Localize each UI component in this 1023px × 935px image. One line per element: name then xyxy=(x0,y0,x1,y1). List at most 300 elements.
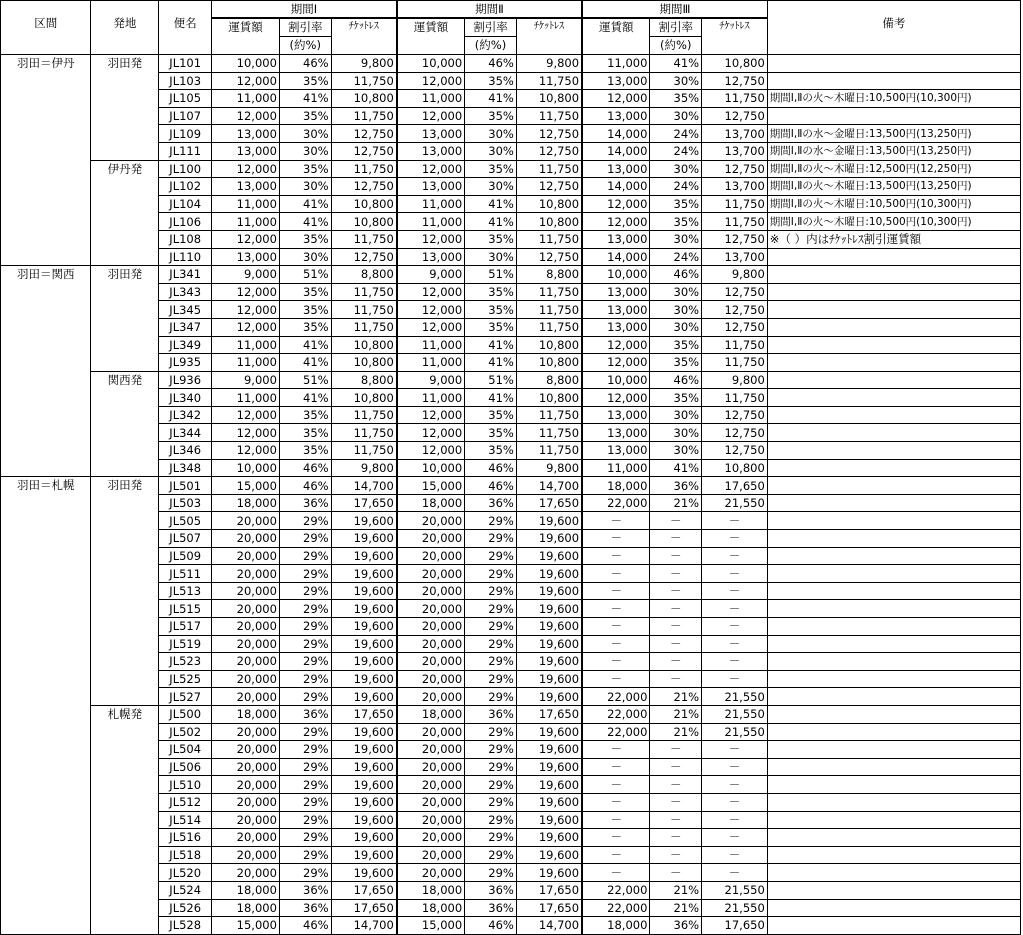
ticketless-cell: 12,750 xyxy=(702,442,768,460)
fare-cell: 11,000 xyxy=(212,354,280,372)
rate-cell: 51% xyxy=(279,266,331,284)
fare-cell: 20,000 xyxy=(212,776,280,794)
ticketless-cell: 21,550 xyxy=(702,723,768,741)
note-cell xyxy=(767,371,1020,389)
fare-cell: 22,000 xyxy=(582,494,650,512)
flight-cell: JL512 xyxy=(159,793,212,811)
rate-cell: 35% xyxy=(279,301,331,319)
flight-cell: JL344 xyxy=(159,424,212,442)
ticketless-cell: 12,750 xyxy=(331,125,397,143)
rate-cell: 36% xyxy=(465,705,517,723)
fare-cell: 13,000 xyxy=(582,72,650,90)
fare-cell: 12,000 xyxy=(212,107,280,125)
fare-cell: 18,000 xyxy=(397,705,465,723)
fare-cell: 13,000 xyxy=(212,248,280,266)
fare-cell: 20,000 xyxy=(397,600,465,618)
rate-cell: 29% xyxy=(279,618,331,636)
fare-cell: 12,000 xyxy=(397,283,465,301)
flight-cell: JL500 xyxy=(159,705,212,723)
fare-cell: 12,000 xyxy=(212,160,280,178)
flight-cell: JL111 xyxy=(159,142,212,160)
note-cell xyxy=(767,829,1020,847)
rate-cell: 30% xyxy=(650,406,702,424)
header-rate: 割引率 xyxy=(279,18,331,37)
fare-cell: 20,000 xyxy=(212,793,280,811)
fare-cell: － xyxy=(582,512,650,530)
fare-cell: － xyxy=(582,618,650,636)
fare-cell: 12,000 xyxy=(397,72,465,90)
rate-cell: 35% xyxy=(465,107,517,125)
rate-cell: 30% xyxy=(279,178,331,196)
rate-cell: 35% xyxy=(465,318,517,336)
ticketless-cell: 17,650 xyxy=(331,899,397,917)
rate-cell: 21% xyxy=(650,723,702,741)
rate-cell: － xyxy=(650,829,702,847)
flight-cell: JL342 xyxy=(159,406,212,424)
note-cell xyxy=(767,881,1020,899)
ticketless-cell: 11,750 xyxy=(516,230,582,248)
rate-cell: 29% xyxy=(279,864,331,882)
flight-cell: JL525 xyxy=(159,670,212,688)
ticketless-cell: 21,550 xyxy=(702,899,768,917)
fare-cell: 12,000 xyxy=(397,424,465,442)
ticketless-cell: 19,600 xyxy=(331,846,397,864)
note-cell xyxy=(767,406,1020,424)
fare-cell: 12,000 xyxy=(397,107,465,125)
ticketless-cell: 10,800 xyxy=(331,336,397,354)
table-row xyxy=(1,266,1021,284)
fare-cell: 15,000 xyxy=(212,477,280,495)
rate-cell: － xyxy=(650,512,702,530)
rate-cell: 24% xyxy=(650,125,702,143)
fare-cell: － xyxy=(582,670,650,688)
fare-cell: 10,000 xyxy=(582,371,650,389)
rate-cell: 35% xyxy=(650,90,702,108)
fare-cell: － xyxy=(582,776,650,794)
fare-cell: 13,000 xyxy=(582,442,650,460)
ticketless-cell: 19,600 xyxy=(516,600,582,618)
fare-cell: 20,000 xyxy=(212,565,280,583)
ticketless-cell: 11,750 xyxy=(331,301,397,319)
ticketless-cell: 8,800 xyxy=(331,371,397,389)
rate-cell: 30% xyxy=(650,318,702,336)
flight-cell: JL527 xyxy=(159,688,212,706)
flight-cell: JL516 xyxy=(159,829,212,847)
ticketless-cell: 12,750 xyxy=(331,142,397,160)
ticketless-cell: 12,750 xyxy=(516,178,582,196)
note-cell xyxy=(767,793,1020,811)
fare-cell: － xyxy=(582,582,650,600)
fare-cell: 18,000 xyxy=(212,881,280,899)
note-cell xyxy=(767,758,1020,776)
ticketless-cell: － xyxy=(702,600,768,618)
header-fare: 運賃額 xyxy=(397,18,465,55)
note-cell xyxy=(767,530,1020,548)
ticketless-cell: 19,600 xyxy=(516,793,582,811)
rate-cell: 29% xyxy=(279,565,331,583)
note-cell xyxy=(767,864,1020,882)
ticketless-cell: 8,800 xyxy=(516,266,582,284)
header-period-2: 期間Ⅱ xyxy=(397,1,582,19)
ticketless-cell: 19,600 xyxy=(516,811,582,829)
rate-cell: 41% xyxy=(465,213,517,231)
ticketless-cell: － xyxy=(702,582,768,600)
ticketless-cell: 19,600 xyxy=(331,547,397,565)
note-cell xyxy=(767,283,1020,301)
note-cell xyxy=(767,618,1020,636)
fare-cell: － xyxy=(582,793,650,811)
fare-cell: － xyxy=(582,741,650,759)
header-rate-unit: (約%) xyxy=(465,37,517,55)
ticketless-cell: 14,700 xyxy=(516,477,582,495)
rate-cell: 41% xyxy=(279,336,331,354)
rate-cell: 21% xyxy=(650,688,702,706)
rate-cell: 21% xyxy=(650,494,702,512)
flight-cell: JL509 xyxy=(159,547,212,565)
header-section: 区間 xyxy=(1,1,91,55)
fare-cell: 20,000 xyxy=(397,670,465,688)
note-cell xyxy=(767,107,1020,125)
fare-cell: － xyxy=(582,600,650,618)
ticketless-cell: 12,750 xyxy=(331,248,397,266)
header-rate-unit: (約%) xyxy=(650,37,702,55)
flight-cell: JL341 xyxy=(159,266,212,284)
ticketless-cell: 17,650 xyxy=(516,899,582,917)
note-cell xyxy=(767,248,1020,266)
rate-cell: 29% xyxy=(465,811,517,829)
ticketless-cell: 13,700 xyxy=(702,178,768,196)
rate-cell: 36% xyxy=(650,917,702,935)
note-cell xyxy=(767,741,1020,759)
fare-cell: 11,000 xyxy=(397,213,465,231)
rate-cell: 35% xyxy=(650,354,702,372)
table-row xyxy=(1,55,1021,73)
fare-cell: 11,000 xyxy=(397,354,465,372)
fare-cell: 22,000 xyxy=(582,705,650,723)
section-cell: 羽田＝札幌 xyxy=(1,477,91,934)
fare-cell: 18,000 xyxy=(397,899,465,917)
fare-cell: 12,000 xyxy=(397,301,465,319)
fare-cell: 12,000 xyxy=(397,442,465,460)
fare-cell: 13,000 xyxy=(212,178,280,196)
rate-cell: 30% xyxy=(650,442,702,460)
fare-cell: － xyxy=(582,864,650,882)
rate-cell: 24% xyxy=(650,142,702,160)
rate-cell: 29% xyxy=(279,653,331,671)
flight-cell: JL103 xyxy=(159,72,212,90)
fare-cell: － xyxy=(582,811,650,829)
ticketless-cell: 11,750 xyxy=(702,336,768,354)
ticketless-cell: 19,600 xyxy=(331,670,397,688)
flight-cell: JL110 xyxy=(159,248,212,266)
fare-cell: 20,000 xyxy=(212,864,280,882)
note-cell xyxy=(767,459,1020,477)
ticketless-cell: 19,600 xyxy=(331,618,397,636)
ticketless-cell: 19,600 xyxy=(516,582,582,600)
rate-cell: 24% xyxy=(650,248,702,266)
ticketless-cell: 19,600 xyxy=(331,582,397,600)
ticketless-cell: 21,550 xyxy=(702,881,768,899)
rate-cell: 29% xyxy=(279,829,331,847)
ticketless-cell: 12,750 xyxy=(702,230,768,248)
ticketless-cell: 12,750 xyxy=(702,72,768,90)
rate-cell: 29% xyxy=(465,512,517,530)
ticketless-cell: 8,800 xyxy=(516,371,582,389)
rate-cell: 46% xyxy=(465,55,517,73)
note-cell xyxy=(767,354,1020,372)
ticketless-cell: 10,800 xyxy=(516,213,582,231)
rate-cell: 29% xyxy=(279,547,331,565)
rate-cell: 35% xyxy=(650,213,702,231)
ticketless-cell: 12,750 xyxy=(702,283,768,301)
note-cell: 期間Ⅰ,Ⅱの火～木曜日:10,500円(10,300円) xyxy=(767,90,1020,108)
rate-cell: 30% xyxy=(650,160,702,178)
ticketless-cell: 9,800 xyxy=(331,459,397,477)
ticketless-cell: － xyxy=(702,793,768,811)
origin-cell: 羽田発 xyxy=(91,477,159,706)
origin-cell: 羽田発 xyxy=(91,266,159,372)
fare-cell: 9,000 xyxy=(397,371,465,389)
fare-cell: 18,000 xyxy=(212,705,280,723)
ticketless-cell: 14,700 xyxy=(331,477,397,495)
fare-cell: 13,000 xyxy=(582,107,650,125)
header-fare: 運賃額 xyxy=(212,18,280,55)
fare-cell: 18,000 xyxy=(397,494,465,512)
flight-cell: JL348 xyxy=(159,459,212,477)
note-cell xyxy=(767,723,1020,741)
rate-cell: 21% xyxy=(650,881,702,899)
ticketless-cell: 19,600 xyxy=(331,512,397,530)
rate-cell: － xyxy=(650,530,702,548)
fare-cell: 20,000 xyxy=(397,846,465,864)
ticketless-cell: 11,750 xyxy=(331,230,397,248)
rate-cell: 46% xyxy=(279,917,331,935)
rate-cell: 29% xyxy=(279,793,331,811)
fare-cell: 12,000 xyxy=(212,442,280,460)
fare-cell: 12,000 xyxy=(582,195,650,213)
ticketless-cell: 19,600 xyxy=(516,758,582,776)
fare-cell: 9,000 xyxy=(212,371,280,389)
ticketless-cell: 11,750 xyxy=(516,160,582,178)
rate-cell: 46% xyxy=(279,55,331,73)
rate-cell: 29% xyxy=(465,565,517,583)
fare-cell: 12,000 xyxy=(212,318,280,336)
ticketless-cell: 19,600 xyxy=(516,618,582,636)
fare-cell: 20,000 xyxy=(212,846,280,864)
note-cell xyxy=(767,55,1020,73)
rate-cell: － xyxy=(650,776,702,794)
rate-cell: － xyxy=(650,741,702,759)
rate-cell: 30% xyxy=(465,125,517,143)
ticketless-cell: 9,800 xyxy=(516,55,582,73)
note-cell: 期間Ⅰ,Ⅱの火～木曜日:12,500円(12,250円) xyxy=(767,160,1020,178)
rate-cell: 35% xyxy=(279,107,331,125)
rate-cell: 46% xyxy=(465,917,517,935)
fare-cell: － xyxy=(582,653,650,671)
ticketless-cell: － xyxy=(702,829,768,847)
fare-cell: 14,000 xyxy=(582,125,650,143)
note-cell xyxy=(767,600,1020,618)
fare-cell: 20,000 xyxy=(212,723,280,741)
rate-cell: － xyxy=(650,618,702,636)
fare-cell: 20,000 xyxy=(212,530,280,548)
ticketless-cell: 12,750 xyxy=(702,406,768,424)
origin-cell: 札幌発 xyxy=(91,705,159,934)
rate-cell: 51% xyxy=(279,371,331,389)
header-rate: 割引率 xyxy=(465,18,517,37)
rate-cell: 36% xyxy=(279,705,331,723)
ticketless-cell: 9,800 xyxy=(516,459,582,477)
fare-cell: 20,000 xyxy=(397,741,465,759)
ticketless-cell: － xyxy=(702,811,768,829)
rate-cell: 30% xyxy=(279,125,331,143)
note-cell: 期間Ⅰ,Ⅱの火～木曜日:10,500円(10,300円) xyxy=(767,213,1020,231)
ticketless-cell: － xyxy=(702,512,768,530)
flight-cell: JL514 xyxy=(159,811,212,829)
flight-cell: JL347 xyxy=(159,318,212,336)
fare-cell: 9,000 xyxy=(397,266,465,284)
ticketless-cell: 11,750 xyxy=(516,424,582,442)
flight-cell: JL518 xyxy=(159,846,212,864)
rate-cell: 29% xyxy=(465,635,517,653)
note-cell xyxy=(767,635,1020,653)
fare-cell: － xyxy=(582,758,650,776)
table-row xyxy=(1,705,1021,723)
ticketless-cell: 19,600 xyxy=(331,565,397,583)
header-notes: 備考 xyxy=(767,1,1020,55)
fare-cell: 20,000 xyxy=(397,618,465,636)
ticketless-cell: 19,600 xyxy=(516,512,582,530)
rate-cell: 30% xyxy=(465,142,517,160)
fare-cell: 12,000 xyxy=(397,406,465,424)
rate-cell: 35% xyxy=(465,283,517,301)
header-origin: 発地 xyxy=(91,1,159,55)
ticketless-cell: 11,750 xyxy=(702,195,768,213)
note-cell xyxy=(767,442,1020,460)
fare-cell: 11,000 xyxy=(212,213,280,231)
rate-cell: 29% xyxy=(279,670,331,688)
ticketless-cell: 19,600 xyxy=(516,530,582,548)
ticketless-cell: 12,750 xyxy=(702,424,768,442)
fare-cell: 11,000 xyxy=(212,90,280,108)
note-cell: 期間Ⅰ,Ⅱの火～木曜日:13,500円(13,250円) xyxy=(767,178,1020,196)
flight-cell: JL346 xyxy=(159,442,212,460)
fare-cell: 11,000 xyxy=(397,195,465,213)
fare-cell: 12,000 xyxy=(212,283,280,301)
rate-cell: 35% xyxy=(650,336,702,354)
flight-cell: JL510 xyxy=(159,776,212,794)
fare-cell: 20,000 xyxy=(212,829,280,847)
ticketless-cell: 17,650 xyxy=(516,881,582,899)
ticketless-cell: 19,600 xyxy=(331,688,397,706)
fare-cell: 11,000 xyxy=(397,336,465,354)
fare-cell: 13,000 xyxy=(397,178,465,196)
rate-cell: 35% xyxy=(465,424,517,442)
rate-cell: 29% xyxy=(465,846,517,864)
rate-cell: 29% xyxy=(465,829,517,847)
fare-cell: 20,000 xyxy=(397,512,465,530)
flight-cell: JL104 xyxy=(159,195,212,213)
rate-cell: 29% xyxy=(279,582,331,600)
rate-cell: － xyxy=(650,793,702,811)
header-ticketless: ﾁｹｯﾄﾚｽ xyxy=(702,18,768,55)
ticketless-cell: 19,600 xyxy=(331,741,397,759)
rate-cell: 36% xyxy=(279,881,331,899)
ticketless-cell: 19,600 xyxy=(516,653,582,671)
ticketless-cell: 11,750 xyxy=(516,442,582,460)
origin-cell: 関西発 xyxy=(91,371,159,477)
flight-cell: JL528 xyxy=(159,917,212,935)
rate-cell: 35% xyxy=(465,160,517,178)
note-cell xyxy=(767,547,1020,565)
fare-cell: 12,000 xyxy=(397,160,465,178)
ticketless-cell: － xyxy=(702,776,768,794)
rate-cell: 36% xyxy=(279,899,331,917)
flight-cell: JL936 xyxy=(159,371,212,389)
header-period-3: 期間Ⅲ xyxy=(582,1,767,19)
rate-cell: 51% xyxy=(465,371,517,389)
rate-cell: 29% xyxy=(465,864,517,882)
rate-cell: － xyxy=(650,758,702,776)
rate-cell: 30% xyxy=(650,301,702,319)
fare-cell: 20,000 xyxy=(397,776,465,794)
note-cell xyxy=(767,565,1020,583)
rate-cell: 30% xyxy=(279,248,331,266)
ticketless-cell: 11,750 xyxy=(331,442,397,460)
fare-cell: 20,000 xyxy=(212,582,280,600)
ticketless-cell: － xyxy=(702,758,768,776)
table-header xyxy=(1,1,1021,55)
note-cell xyxy=(767,917,1020,935)
ticketless-cell: 21,550 xyxy=(702,494,768,512)
ticketless-cell: － xyxy=(702,670,768,688)
fare-cell: 12,000 xyxy=(582,90,650,108)
ticketless-cell: 17,650 xyxy=(702,477,768,495)
ticketless-cell: 19,600 xyxy=(331,635,397,653)
rate-cell: 35% xyxy=(279,424,331,442)
rate-cell: － xyxy=(650,864,702,882)
rate-cell: － xyxy=(650,547,702,565)
rate-cell: 35% xyxy=(279,283,331,301)
header-rate: 割引率 xyxy=(650,18,702,37)
note-cell xyxy=(767,389,1020,407)
fare-cell: 15,000 xyxy=(397,917,465,935)
fare-cell: － xyxy=(582,530,650,548)
fare-cell: 11,000 xyxy=(582,55,650,73)
fare-cell: 13,000 xyxy=(397,248,465,266)
fare-cell: － xyxy=(582,565,650,583)
flight-cell: JL507 xyxy=(159,530,212,548)
rate-cell: 29% xyxy=(465,582,517,600)
rate-cell: 29% xyxy=(465,530,517,548)
ticketless-cell: 12,750 xyxy=(702,107,768,125)
flight-cell: JL100 xyxy=(159,160,212,178)
section-cell: 羽田＝伊丹 xyxy=(1,55,91,266)
rate-cell: － xyxy=(650,565,702,583)
flight-cell: JL524 xyxy=(159,881,212,899)
ticketless-cell: － xyxy=(702,565,768,583)
note-cell xyxy=(767,301,1020,319)
fare-cell: 20,000 xyxy=(397,635,465,653)
rate-cell: 29% xyxy=(279,512,331,530)
fare-cell: 12,000 xyxy=(212,230,280,248)
note-cell xyxy=(767,266,1020,284)
rate-cell: 46% xyxy=(650,371,702,389)
fare-cell: 12,000 xyxy=(212,424,280,442)
flight-cell: JL504 xyxy=(159,741,212,759)
fare-cell: 13,000 xyxy=(582,301,650,319)
rate-cell: 29% xyxy=(279,600,331,618)
